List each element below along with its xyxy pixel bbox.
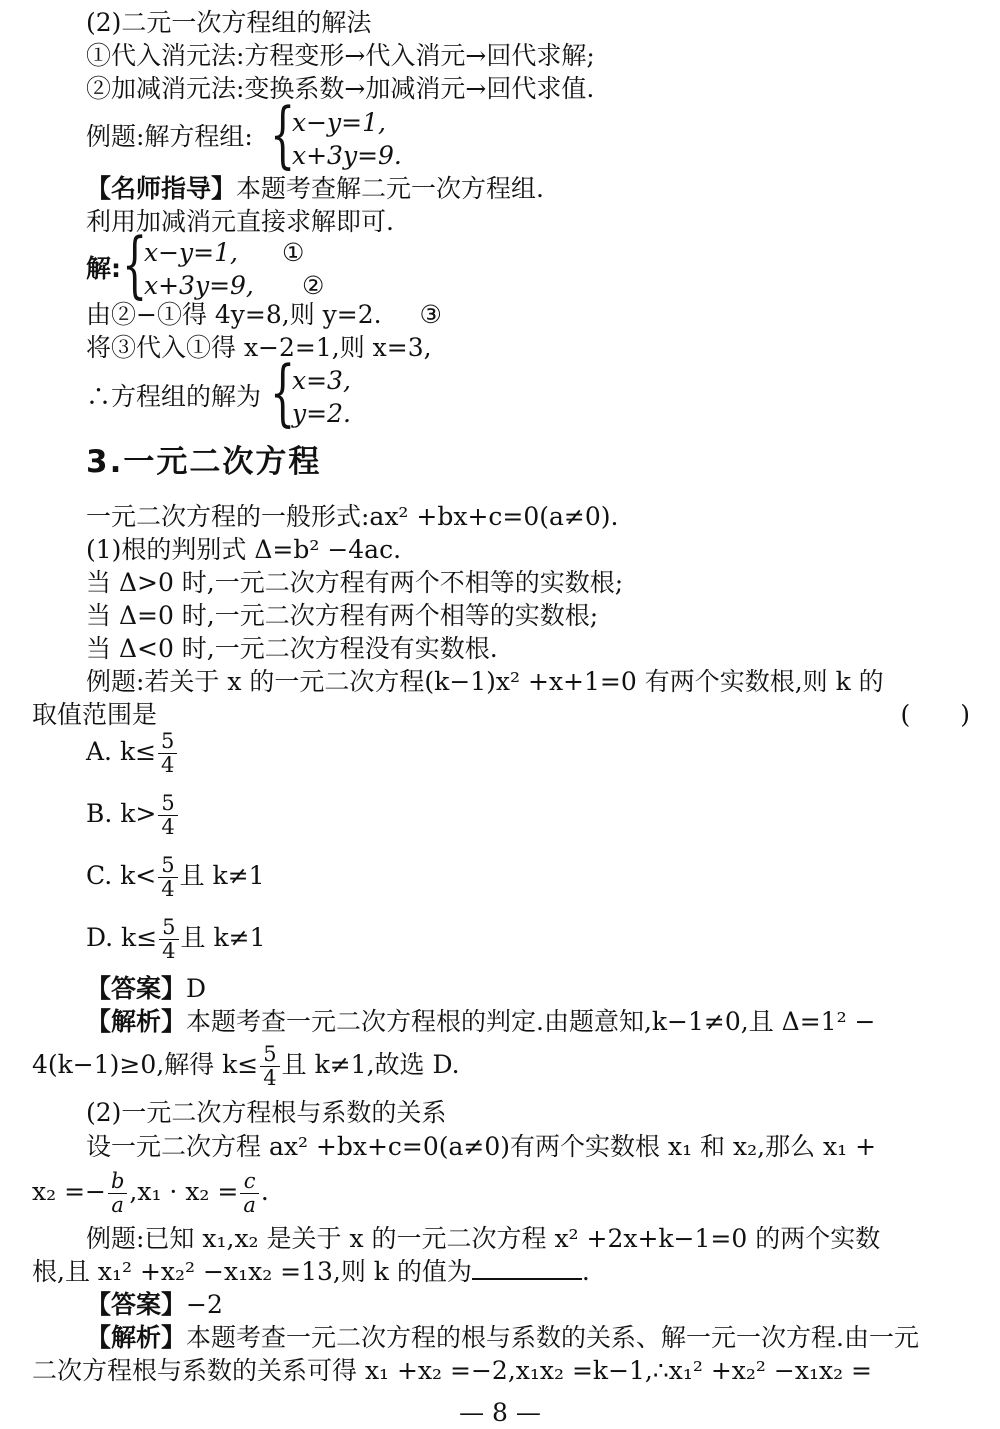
equation-row: x+3y=9, <box>144 271 254 300</box>
example-1-line-2 <box>32 698 970 731</box>
answer-parentheses: ( ) <box>900 700 970 729</box>
equation-system <box>270 92 470 176</box>
analysis-text: 且 k≠1,故选 D. <box>281 1050 460 1079</box>
fraction-denominator: a <box>111 1193 124 1217</box>
fraction <box>260 1043 279 1090</box>
analysis-2-line-1 <box>86 1321 919 1354</box>
conclusion-label: ∴方程组的解为 <box>86 382 262 411</box>
method-1-text: ①代入消元法:方程变形→代入消元→回代求解; <box>86 41 595 70</box>
option-text: C. k< <box>86 861 157 890</box>
page-title: 3.一元二次方程 <box>86 444 322 480</box>
step-marker: ③ <box>419 300 442 329</box>
discriminant-case-1: 当 Δ>0 时,一元二次方程有两个不相等的实数根; <box>86 568 624 597</box>
method-2-text: ②加减消元法:变换系数→加减消元→回代求值. <box>86 74 595 103</box>
solution-system <box>122 222 382 306</box>
vieta-text: x₂ =− <box>32 1177 106 1206</box>
tip-text-2: 利用加减消元直接求解即可. <box>86 207 394 236</box>
discriminant-case-2: 当 Δ=0 时,一元二次方程有两个相等的实数根; <box>86 601 599 630</box>
analysis-text: 本题考查一元二次方程根的判定.由题意知,k−1≠0,且 Δ=1² − <box>186 1007 876 1036</box>
equation-row: x=3, <box>292 366 351 395</box>
option-b <box>86 792 180 839</box>
option-c <box>86 854 265 901</box>
fraction <box>108 1170 127 1217</box>
example-label: 例题:解方程组: <box>86 122 253 151</box>
answer-tag: 【答案】 <box>86 1290 187 1319</box>
page-number: — 8 — <box>459 1398 541 1427</box>
answer-value: D <box>186 974 207 1003</box>
answer-1 <box>86 972 206 1005</box>
equation-row: y=2. <box>292 399 351 428</box>
analysis-2-line-2: 二次方程根与系数的关系可得 x₁ +x₂ =−2,x₁x₂ =k−1,∴x₁² +x₂² −x₁x₂ = <box>32 1356 872 1385</box>
option-a <box>86 730 179 777</box>
option-text: B. k> <box>86 799 157 828</box>
answer-value: −2 <box>186 1290 223 1319</box>
fraction <box>159 916 178 963</box>
option-suffix: 且 k≠1 <box>179 861 265 890</box>
analysis-1-line-1 <box>86 1005 875 1038</box>
vieta-line-2 <box>32 1170 269 1217</box>
fraction-denominator: 4 <box>162 939 176 963</box>
option-text: D. k≤ <box>86 923 158 952</box>
example-1-line-1: 例题:若关于 x 的一元二次方程(k−1)x² +x+1=0 有两个实数根,则 k 的 <box>86 667 884 696</box>
fraction <box>158 792 177 839</box>
fraction-numerator: 5 <box>159 916 178 940</box>
option-d <box>86 916 265 963</box>
example-2-line-1: 例题:已知 x₁,x₂ 是关于 x 的一元二次方程 x² +2x+k−1=0 的两个实数 <box>86 1224 881 1253</box>
fraction-numerator: 5 <box>158 792 177 816</box>
vieta-text: . <box>260 1177 269 1206</box>
example-2-text: 根,且 x₁² +x₂² −x₁x₂ =13,则 k 的值为 <box>32 1257 472 1286</box>
general-form: 一元二次方程的一般形式:ax² +bx+c=0(a≠0). <box>86 502 619 531</box>
fraction-denominator: 4 <box>161 877 175 901</box>
answer-2 <box>86 1288 223 1321</box>
fraction-denominator: 4 <box>263 1066 277 1090</box>
solution-step-1 <box>86 298 442 331</box>
vieta-text: ,x₁ · x₂ = <box>129 1177 239 1206</box>
fraction <box>240 1170 259 1217</box>
equation-marker: ② <box>302 271 325 300</box>
discriminant-heading: (1)根的判别式 Δ=b² −4ac. <box>86 535 402 564</box>
analysis-text: 本题考查一元二次方程的根与系数的关系、解一元一次方程.由一元 <box>186 1323 919 1352</box>
left-brace-icon: { <box>270 350 296 434</box>
fraction <box>158 730 177 777</box>
solution-label: 解: <box>86 254 121 283</box>
fraction <box>158 854 177 901</box>
fraction-numerator: 5 <box>260 1043 279 1067</box>
answer-tag: 【答案】 <box>86 974 187 1003</box>
conclusion-system <box>270 350 470 434</box>
fraction-numerator: b <box>108 1170 127 1194</box>
step-text: 由②−①得 4y=8,则 y=2. <box>86 300 382 329</box>
option-text: A. k≤ <box>86 737 157 766</box>
teacher-tip <box>86 172 544 205</box>
equation-row: x+3y=9. <box>292 141 402 170</box>
equation-marker: ① <box>282 238 305 267</box>
solution-step-2: 将③代入①得 x−2=1,则 x=3, <box>86 333 432 362</box>
left-brace-icon: { <box>122 222 148 306</box>
analysis-tag: 【解析】 <box>86 1007 187 1036</box>
answer-blank <box>472 1256 582 1280</box>
fraction-denominator: a <box>243 1193 256 1217</box>
analysis-text: 4(k−1)≥0,解得 k≤ <box>32 1050 259 1079</box>
example-2-end: . <box>581 1257 590 1286</box>
option-suffix: 且 k≠1 <box>180 923 266 952</box>
analysis-1-line-2 <box>32 1043 460 1090</box>
section-heading: (2)二元一次方程组的解法 <box>86 8 372 37</box>
example-2-line-2 <box>32 1255 590 1288</box>
tip-text: 本题考查解二元一次方程组. <box>236 174 544 203</box>
fraction-denominator: 4 <box>161 815 175 839</box>
analysis-tag: 【解析】 <box>86 1323 187 1352</box>
vieta-heading: (2)一元二次方程根与系数的关系 <box>86 1098 447 1127</box>
fraction-numerator: 5 <box>158 854 177 878</box>
vieta-line-1: 设一元二次方程 ax² +bx+c=0(a≠0)有两个实数根 x₁ 和 x₂,那么 x₁ + <box>86 1132 877 1161</box>
fraction-denominator: 4 <box>161 753 175 777</box>
tip-tag: 【名师指导】 <box>86 174 237 203</box>
left-brace-icon: { <box>270 92 296 176</box>
fraction-numerator: c <box>240 1170 259 1194</box>
fraction-numerator: 5 <box>158 730 177 754</box>
discriminant-case-3: 当 Δ<0 时,一元二次方程没有实数根. <box>86 634 498 663</box>
equation-row: x−y=1, <box>144 238 238 267</box>
example-1-text: 取值范围是 <box>32 700 158 729</box>
equation-row: x−y=1, <box>292 108 386 137</box>
